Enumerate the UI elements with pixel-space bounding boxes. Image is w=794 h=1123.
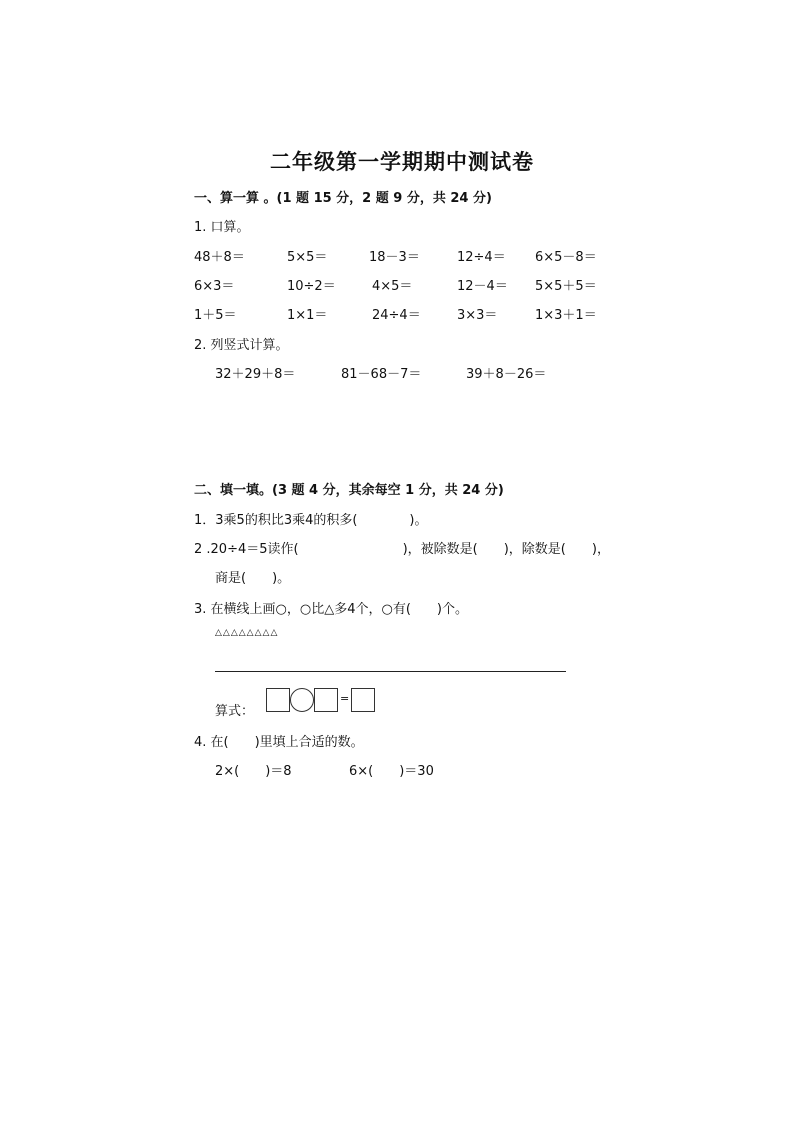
oral-item: 3×3＝ <box>457 308 498 323</box>
oral-item: 5×5＝ <box>287 250 328 265</box>
result-box <box>351 688 375 712</box>
oral-item: 24÷4＝ <box>372 308 421 323</box>
oral-item: 12÷4＝ <box>457 250 506 265</box>
oral-item: 10÷2＝ <box>287 279 336 294</box>
question-1-label: 1. 口算。 <box>194 220 250 235</box>
fill-question-4-item: 2×( )＝8 <box>215 764 292 779</box>
oral-item: 4×5＝ <box>372 279 413 294</box>
section-1-header: 一、算一算 。(1 题 15 分，2 题 9 分，共 24 分) <box>194 191 492 206</box>
oral-item: 6×5－8＝ <box>535 250 597 265</box>
oral-item: 5×5＋5＝ <box>535 279 597 294</box>
oral-item: 1×3＋1＝ <box>535 308 597 323</box>
vertical-item: 39＋8－26＝ <box>466 367 547 382</box>
oral-item: 18－3＝ <box>369 250 420 265</box>
fill-question-3-label: 3. 在横线上画○，○比△多4个，○有( )个。 <box>194 602 468 617</box>
page-title: 二年级第一学期期中测试卷 <box>270 150 534 174</box>
formula-label: 算式： <box>215 704 255 719</box>
fill-question-4-item: 6×( )＝30 <box>349 764 434 779</box>
oral-item: 12－4＝ <box>457 279 508 294</box>
oral-item: 1×1＝ <box>287 308 328 323</box>
equals-sign: = <box>340 692 350 705</box>
question-2-label: 2. 列竖式计算。 <box>194 338 289 353</box>
vertical-item: 32＋29＋8＝ <box>215 367 296 382</box>
fill-question-4-label: 4. 在( )里填上合适的数。 <box>194 735 364 750</box>
oral-item: 48＋8＝ <box>194 250 245 265</box>
vertical-item: 81－68－7＝ <box>341 367 422 382</box>
operator-circle <box>290 688 314 712</box>
oral-item: 1＋5＝ <box>194 308 237 323</box>
answer-box <box>266 688 290 712</box>
triangle-row: △△△△△△△△ <box>215 628 279 638</box>
fill-question-1: 1．3乘5的积比3乘4的积多( )。 <box>194 513 428 528</box>
fill-question-2-line-1: 2 .20÷4＝5读作( )，被除数是( )，除数是( )， <box>194 542 610 557</box>
drawing-line <box>215 671 566 672</box>
oral-item: 6×3＝ <box>194 279 235 294</box>
answer-box <box>314 688 338 712</box>
section-2-header: 二、填一填。(3 题 4 分，其余每空 1 分，共 24 分) <box>194 483 504 498</box>
fill-question-2-line-2: 商是( )。 <box>215 571 291 586</box>
